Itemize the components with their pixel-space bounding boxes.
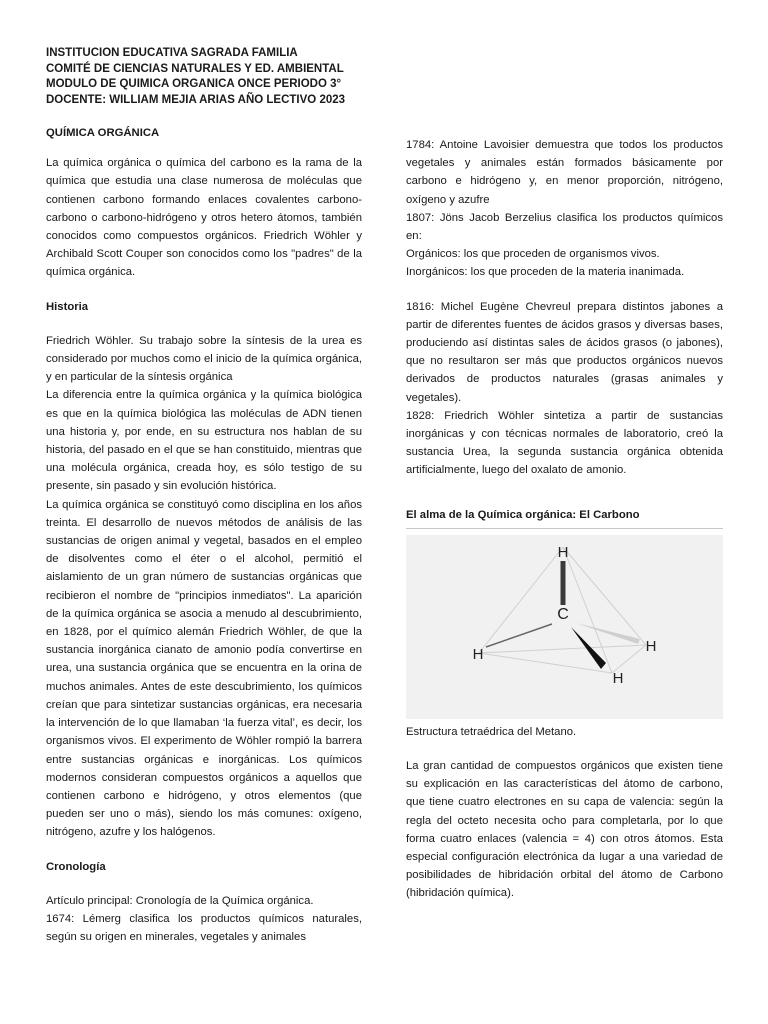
- section-divider: [406, 528, 723, 529]
- cronologia-1674: 1674: Lémerg clasifica los productos químicos naturales, según su origen en minerales, vegetales y animales: [46, 912, 362, 944]
- bond-c-h-left: [486, 624, 552, 647]
- historia-paragraph-3: La química orgánica se constituyó como disciplina en los años treinta. El desarrollo de nuevos métodos de análisis de las sustancias de origen animal y vegetal, basados en el empleo de disolventes como el éter o el alcohol, permitió el aislamiento de un gran número de sustancias orgánicas que recibieron el nombre de "principios inmediatos". La aparición de la química orgánica se asocia a menudo al descubrimiento, en 1828, por el químico alemán Friedrich Wöhler, de que la sustancia inorgánica cianato de amonio podía convertirse en urea, una sustancia orgánica que se encuentra en la orina de muchos animales. Antes de este descubrimiento, los químicos creían que para sintetizar sustancias orgánicas, era necesaria la intervención de lo que llamaban ‘la fuerza vital’, es decir, los organismos vivos. El experimento de Wöhler rompió la barrera entre sustancias orgánicas e inorgánicas. Los químicos modernos consideran compuestos orgánicos a aquellos que contienen carbono e hidrógeno, y otros elementos (que pueden ser uno o más), siendo los más comunes: oxígeno, nitrógeno, azufre y los halógenos.: [46, 498, 362, 839]
- cronologia-1784: 1784: Antoine Lavoisier demuestra que todos los productos vegetales y animales están formados básicamente por carbono e hidrógeno y, en menor proporción, nitrógeno, oxígeno y azufre: [406, 139, 723, 206]
- cronologia-1807: 1807: Jöns Jacob Berzelius clasifica los productos químicos en:: [406, 211, 723, 243]
- header-line-institution: INSTITUCION EDUCATIVA SAGRADA FAMILIA: [46, 47, 298, 59]
- atom-hydrogen-left: H: [472, 645, 484, 663]
- header-line-committee: COMITÉ DE CIENCIAS NATURALES Y ED. AMBIENTAL: [46, 62, 344, 75]
- atom-hydrogen-bottom: H: [612, 669, 624, 687]
- header-line-teacher: DOCENTE: WILLIAM MEJIA ARIAS AÑO LECTIVO 2023: [46, 93, 346, 106]
- intro-paragraph: La química orgánica o química del carbono es la rama de la química que estudia una clase numerosa de moléculas que contienen carbono formando enlaces covalentes carbono-carbono o carbono-hidrógeno y otros hetero átomos, también conocidos como compuestos orgánicos. Friedrich Wöhler y Archibald Scott Couper son conocidos como los "padres" de la química orgánica.: [46, 157, 362, 279]
- section-heading-alma-carbono: El alma de la Química orgánica: El Carbono: [406, 508, 640, 521]
- section-heading-cronologia: Cronología: [46, 860, 106, 873]
- cronologia-article-link: Artículo principal: Cronología de la Química orgánica.: [46, 894, 314, 907]
- document-header: [46, 46, 726, 108]
- cronologia-inorganicos: Inorgánicos: los que proceden de la materia inanimada.: [406, 266, 685, 279]
- methane-tetrahedral-figure: [406, 535, 723, 719]
- left-column: [46, 124, 362, 946]
- section-heading-historia: Historia: [46, 300, 89, 313]
- atom-hydrogen-right: H: [645, 637, 657, 655]
- section-title-quimica-organica: QUÍMICA ORGÁNICA: [46, 127, 160, 139]
- cronologia-1816: 1816: Michel Eugène Chevreul prepara distintos jabones a partir de diferentes fuentes de ácidos grasos y diversas bases, produciendo así distintas sales de ácidos grasos (o jabones), que no resultaron ser más que productos orgánicos nuevos derivados de productos naturales (grasas animales y vegetales).: [406, 300, 723, 404]
- methane-diagram: [406, 535, 723, 719]
- cronologia-1828: 1828: Friedrich Wöhler sintetiza a partir de sustancias inorgánicas y con técnicas normales de laboratorio, creó la sustancia Urea, la segunda sustancia orgánica obtenida artificialmente, luego del oxalato de amonio.: [406, 409, 723, 477]
- historia-paragraph-2: La diferencia entre la química orgánica y la química biológica es que en la química biológica las moléculas de ADN tienen una historia y, por ende, en su estructura nos hablan de su historia, del pasado en el que se han constituido, mientras que una molécula orgánica, creada hoy, es sólo testigo de su presente, sin pasado y sin evolución histórica.: [46, 389, 362, 493]
- right-column: [406, 136, 723, 903]
- historia-paragraph-1: Friedrich Wöhler. Su trabajo sobre la síntesis de la urea es considerado por muchos como el inicio de la química orgánica, y en particular de la síntesis orgánica: [46, 334, 362, 384]
- atom-hydrogen-top: H: [557, 543, 569, 561]
- figure-caption: Estructura tetraédrica del Metano.: [406, 725, 577, 738]
- carbono-paragraph: La gran cantidad de compuestos orgánicos que existen tiene su explicación en las características del átomo de carbono, que tiene cuatro electrones en su capa de valencia: según la regla del octeto necesita ocho para completarla, por lo que forma cuatro enlaces (valencia = 4) con otros átomos. Esta especial configuración electrónica da lugar a una variedad de posibilidades de hibridación orbital del átomo de Carbono (hibridación química).: [406, 760, 723, 900]
- header-line-module: MODULO DE QUIMICA ORGANICA ONCE PERIODO 3°: [46, 78, 342, 90]
- cronologia-organicos: Orgánicos: los que proceden de organismos vivos.: [406, 248, 660, 261]
- atom-carbon: C: [557, 605, 569, 623]
